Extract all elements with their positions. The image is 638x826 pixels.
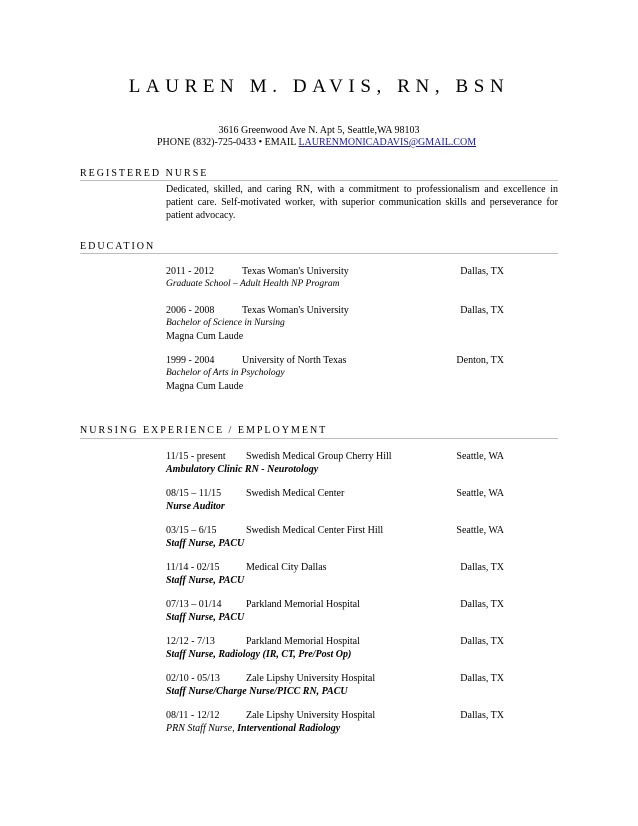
employer-name: Parkland Memorial Hospital	[246, 599, 360, 610]
honors: Magna Cum Laude	[166, 381, 244, 392]
job-location: Seattle, WA	[456, 451, 504, 462]
school-name: Texas Woman's University	[242, 266, 349, 277]
section-divider	[80, 438, 558, 439]
education-entry	[166, 354, 518, 393]
degree: Graduate School – Adult Health NP Program	[166, 279, 340, 289]
contact-line	[157, 137, 476, 148]
resume-name: LAUREN M. DAVIS, RN, BSN	[128, 76, 510, 97]
job-dates: 11/15 - present	[166, 451, 226, 462]
degree: Bachelor of Science in Nursing	[166, 318, 285, 328]
job-entry	[166, 635, 518, 661]
job-dates: 03/15 – 6/15	[166, 525, 217, 536]
phone-text: PHONE (832)-725-0433 • EMAIL	[157, 137, 299, 148]
employer-name: Parkland Memorial Hospital	[246, 636, 360, 647]
job-entry	[166, 487, 518, 513]
job-location: Dallas, TX	[460, 636, 504, 647]
honors: Magna Cum Laude	[166, 331, 244, 342]
job-location: Seattle, WA	[456, 488, 504, 499]
job-entry	[166, 709, 518, 735]
section-divider	[80, 180, 558, 181]
job-entry	[166, 561, 518, 587]
job-entry	[166, 524, 518, 550]
job-title: Staff Nurse, PACU	[166, 575, 245, 586]
job-location: Dallas, TX	[460, 673, 504, 684]
education-dates: 2006 - 2008	[166, 305, 215, 316]
job-entry	[166, 672, 518, 698]
job-dates: 12/12 - 7/13	[166, 636, 215, 647]
school-location: Denton, TX	[456, 355, 504, 366]
address-line: 3616 Greenwood Ave N. Apt 5, Seattle,WA 98103	[218, 125, 420, 136]
job-title: Staff Nurse, PACU	[166, 538, 245, 549]
section-heading-experience: NURSING EXPERIENCE / EMPLOYMENT	[80, 425, 328, 436]
education-dates: 2011 - 2012	[166, 266, 214, 277]
school-name: University of North Texas	[242, 355, 347, 366]
employer-name: Medical City Dallas	[246, 562, 327, 573]
professional-summary: Dedicated, skilled, and caring RN, with a commitment to professionalism and excellence in patient care. Self-motivated worker, with superior communication skills and perseverance for patient advocacy.	[166, 184, 558, 221]
job-title: Staff Nurse, Radiology (IR, CT, Pre/Post Op)	[166, 649, 352, 660]
job-dates: 11/14 - 02/15	[166, 562, 220, 573]
section-heading-education: EDUCATION	[80, 241, 156, 252]
job-title: Staff Nurse/Charge Nurse/PICC RN, PACU	[166, 686, 348, 697]
employer-name: Swedish Medical Group Cherry Hill	[246, 451, 392, 462]
job-title: Ambulatory Clinic RN - Neurotology	[166, 464, 319, 475]
employer-name: Zale Lipshy University Hospital	[246, 710, 376, 721]
education-entry	[166, 304, 518, 343]
job-entry	[166, 450, 518, 476]
job-location: Dallas, TX	[460, 599, 504, 610]
job-location: Dallas, TX	[460, 710, 504, 721]
job-dates: 02/10 - 05/13	[166, 673, 220, 684]
email-link[interactable]: LAURENMONICADAVIS@GMAIL.COM	[298, 137, 477, 148]
section-divider	[80, 253, 558, 254]
employer-name: Swedish Medical Center	[246, 488, 345, 499]
education-entry	[166, 265, 518, 291]
job-location: Seattle, WA	[456, 525, 504, 536]
job-title: Staff Nurse, PACU	[166, 612, 245, 623]
job-dates: 08/15 – 11/15	[166, 488, 222, 499]
school-name: Texas Woman's University	[242, 305, 349, 316]
employer-name: Zale Lipshy University Hospital	[246, 673, 376, 684]
job-dates: 08/11 - 12/12	[166, 710, 220, 721]
job-title: PRN Staff Nurse, Interventional Radiology	[166, 723, 341, 734]
job-location: Dallas, TX	[460, 562, 504, 573]
education-dates: 1999 - 2004	[166, 355, 215, 366]
section-heading-registered: REGISTERED NURSE	[80, 168, 209, 179]
job-entry	[166, 598, 518, 624]
job-dates: 07/13 – 01/14	[166, 599, 222, 610]
job-title: Nurse Auditor	[166, 501, 225, 512]
employer-name: Swedish Medical Center First Hill	[246, 525, 384, 536]
degree: Bachelor of Arts in Psychology	[166, 368, 285, 378]
school-location: Dallas, TX	[460, 266, 504, 277]
school-location: Dallas, TX	[460, 305, 504, 316]
